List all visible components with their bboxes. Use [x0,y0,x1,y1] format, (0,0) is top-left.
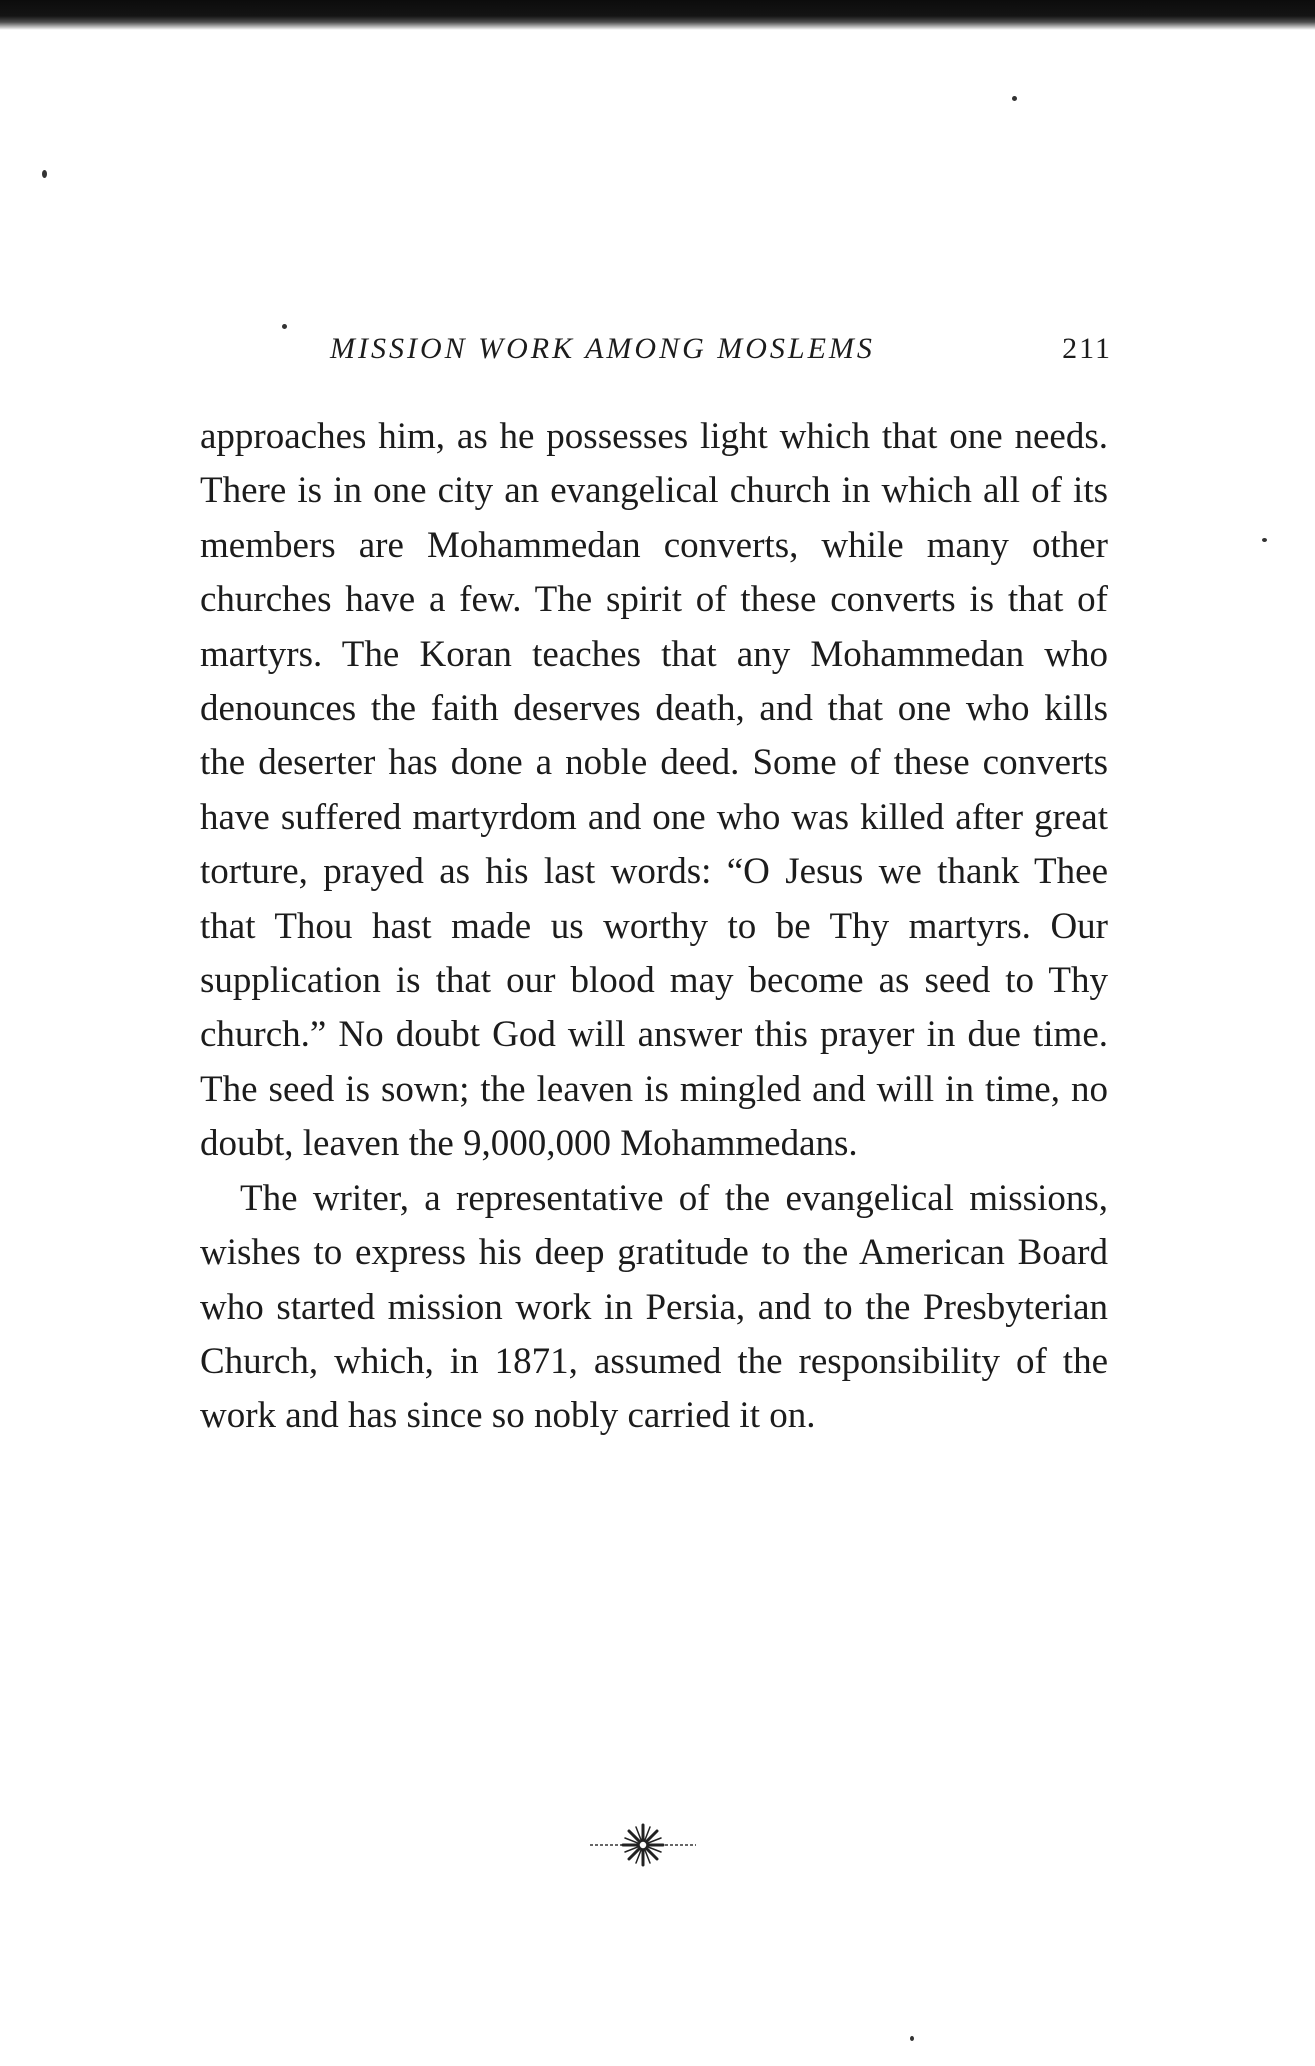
page-number: 211 [1062,332,1112,365]
running-head: MISSION WORK AMONG MOSLEMS [330,332,875,365]
scan-speck [1012,96,1017,101]
scan-speck [42,170,47,178]
page-header [200,332,1112,382]
ornament-star-icon [588,1815,698,1875]
paragraph: The writer, a representative of the evangelical missions, wishes to express his deep gratitude to the American Board who started mission work in Persia, and to the Presbyterian Church, which, in 1871, assumed the responsibility of the work and has since so nobly carried it on. [200,1177,1108,1437]
scan-top-edge [0,0,1315,30]
scan-speck [282,324,287,329]
paragraph: approaches him, as he possesses light which that one needs. There is in one city an evangelical church in which all of its members are Mohammedan converts, while many other churches have a few. The spirit of these converts is that of martyrs. The Koran teaches that any Mohammedan who denounces the faith deserves death, and that one who kills the deserter has done a noble deed. Some of these converts have suffered martyrdom and one who was killed after great torture, prayed as his last words: “O Jesus we thank Thee that Thou hast made us worthy to be Thy martyrs. Our supplication is that our blood may become as seed to Thy church.” No doubt God will answer this prayer in due time. The seed is sown; the leaven is mingled and will in time, no doubt, leaven the 9,000,000 Mohammedans. [200,416,1108,1165]
body-text [200,410,1108,1444]
scan-speck [910,2036,914,2041]
scan-speck [1262,538,1267,542]
